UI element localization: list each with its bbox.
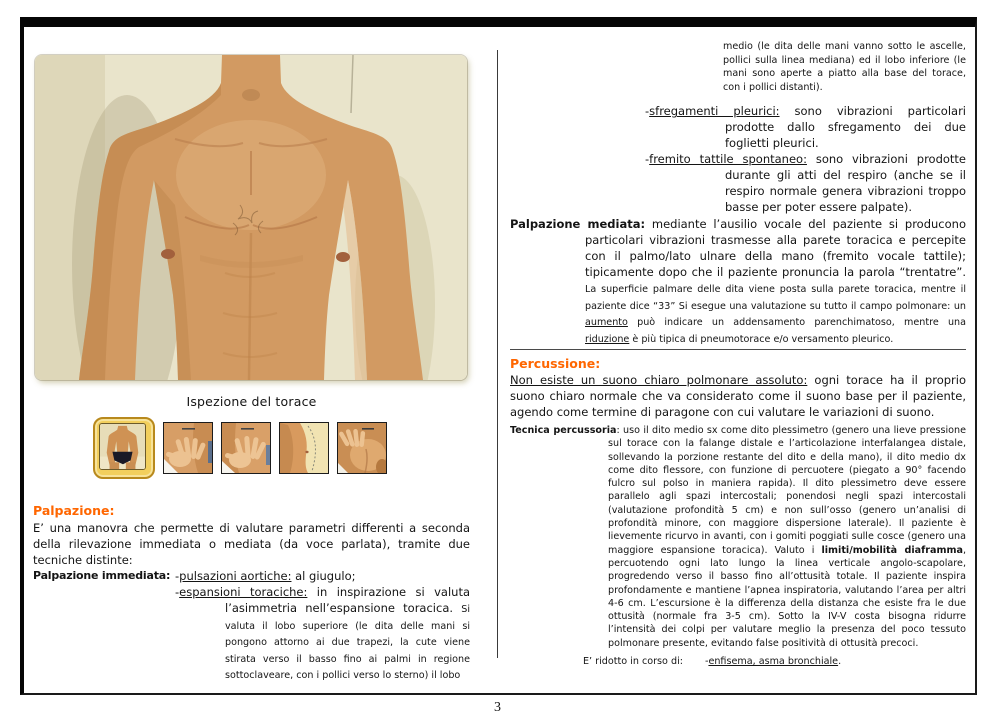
palpazione-items [175, 568, 470, 683]
continuation-paragraph [723, 40, 966, 94]
tecnica-text-2: , percuotendo ogni lato lungo la linea verticale angolo-scapolare, progredendo verso il basso fino all’ottusità totale. Il paziente inspira profondamente e mantiene l’apnea inspiratoria, valutando l’area per altri 4-6 cm. L’escursione è la differenza della distanza che esiste fra le due ottusità (normale fra 3-5 cm). Sotto la IV-V costa bisogna ridurre l’intensità dei colpi per valutare meglio la presenza del poco tessuto polmonare presente, evitando false positività di ottusità precoci. [608, 544, 967, 649]
mediata-small-2: può indicare un addensamento parenchimatoso, mentre una [627, 317, 966, 329]
item-espansioni [175, 584, 470, 683]
palpazione-heading: Palpazione: [33, 503, 115, 518]
thumbnail-palpation-shoulder[interactable] [337, 422, 387, 474]
ridotto-dash: - [704, 656, 709, 668]
percussione-text: ogni torace ha il proprio suono chiaro normale che va considerato come il suono base per il paziente, agendo come termine di paragone con cui valutare le variazioni di suono. [510, 373, 966, 419]
bullet-term: fremito tattile spontaneo: [649, 152, 807, 167]
section-separator [510, 349, 966, 350]
palpation-back-2-thumb-icon [222, 423, 270, 473]
bullet-term: sfregamenti pleurici: [649, 104, 780, 119]
item-text-small: Si valuta il lobo superiore (le dita delle mani si pongono attorno ai due trapezi, la cute viene stirata verso il basso fino ai palmi in regione sottoclaveare, con i pollici verso lo sterno) il lobo [225, 604, 470, 681]
column-divider [497, 50, 498, 658]
thumbnail-torso-side[interactable] [279, 422, 329, 474]
palpazione-intro [33, 520, 470, 568]
thumbnail-strip [93, 416, 470, 480]
palpazione-mediata-small [585, 284, 966, 345]
palpazione-mediata-paragraph [510, 216, 966, 346]
right-column-bottom [510, 349, 966, 668]
percussione-heading: Percussione: [510, 356, 601, 371]
palpazione-mediata-label: Palpazione mediata: [510, 217, 646, 232]
bullet-fremito [510, 151, 966, 215]
photo-caption: Ispezione del torace [186, 394, 317, 409]
bullet-dash: - [645, 152, 650, 167]
mediata-underline-riduzione: riduzione [585, 333, 630, 345]
percussione-underline: Non esiste un suono chiaro polmonare assoluto: [510, 373, 808, 387]
ridotto-label: E’ ridotto in corso di: [583, 656, 683, 668]
palpazione-immediata-block [33, 568, 470, 683]
tecnica-bold-term: limiti/mobilità diaframma [821, 544, 963, 556]
mediata-small-1: La superficie palmare delle dita viene posta sulla parete toracica, mentre il paziente dice “33” Si esegue una valutazione su tutto il campo polmonare: un [585, 284, 966, 312]
item-text: al giugulo; [291, 569, 356, 583]
item-term: pulsazioni aortiche: [179, 569, 292, 583]
palpation-back-thumb-icon [164, 423, 212, 473]
continuation-text: medio (le dita delle mani vanno sotto le ascelle, pollici sulla linea mediana) ed il lobo inferiore (le mani sono aperte a piatto alla base del torace, con i pollici distanti). [723, 41, 966, 93]
palpazione-intro-text: E’ una manovra che permette di valutare parametri differenti a seconda della rilevazione immediata o mediata (da voce parlata), tramite due tecniche distinte: [33, 521, 470, 567]
torso-front-thumb-icon [99, 423, 146, 470]
item-text: in inspirazione si valuta l’asimmetria nell’espansione toracica. [225, 585, 471, 615]
thumbnail-palpation-back-1[interactable] [163, 422, 213, 474]
bullet-text: sono vibrazioni particolari prodotte dallo sfregamento dei due foglietti pleurici. [725, 104, 966, 151]
page-number: 3 [494, 700, 501, 715]
palpation-shoulder-thumb-icon [338, 423, 386, 473]
thumbnail-palpation-back-2[interactable] [221, 422, 271, 474]
item-dash: - [175, 569, 180, 583]
torso-side-thumb-icon [280, 423, 328, 473]
bullet-text: sono vibrazioni prodotte durante gli atti del respiro (anche se il respiro normale genera vibrazioni troppo basse per poter essere palpate). [725, 152, 967, 215]
percussione-intro [510, 372, 966, 420]
left-column [33, 55, 470, 683]
item-dash: - [175, 585, 180, 599]
ridotto-period: . [838, 656, 842, 668]
item-pulsazioni [175, 568, 470, 584]
item-term: espansioni toraciche: [179, 585, 308, 599]
torso-front-illustration [35, 55, 467, 380]
mediata-small-3: è più tipica di pneumotorace e/o versamento pleurico. [629, 333, 894, 345]
palpazione-mediata-text: mediante l’ausilio vocale del paziente si producono particolari vibrazioni trasmesse alla parete toracica e percepite con il palmo/lato ulnare della mano (fremito vocale tattile); tipicamente dopo che il paziente pronuncia la parola “trentatre”. [585, 217, 966, 280]
bullet-sfregamenti [510, 103, 966, 151]
tecnica-label: Tecnica percussoria [510, 425, 617, 436]
palpazione-immediata-label: Palpazione immediata: [33, 569, 171, 582]
bullet-dash: - [645, 104, 650, 119]
thumbnail-torso-front-selected[interactable] [93, 417, 155, 479]
ridotto-line [583, 655, 966, 668]
right-column-top [510, 40, 966, 346]
mediata-underline-aumento: aumento [585, 317, 628, 329]
tecnica-text-1: : uso il dito medio sx come dito plessimetro (genero una lieve pressione sul torace con la falange distale e l’articolazione interfalangea distale, sollevando la porzione restante del dito e della mano), il dito medio dx come dito flessore, con funzione di percuotere (piegato a 90° facendo fulcro sul polso in maniera rapida). Il dito plessimetro deve essere parallelo agli spazi intercostali; ponendosi negli spazi intercostali (valutazione profondità 5 cm) e non sull’osso (genero un’analisi di profondità minore, con maggiore dispersione laterale). Il paziente è lievemente ricurvo in avanti, con i gomiti poggiati sulle cosce (genero una maggiore espansione toracica). Valuto i [608, 425, 966, 556]
tecnica-percussoria-paragraph [510, 424, 966, 650]
torso-front-photo [35, 55, 467, 380]
ridotto-term: enfisema, asma bronchiale [708, 656, 839, 668]
